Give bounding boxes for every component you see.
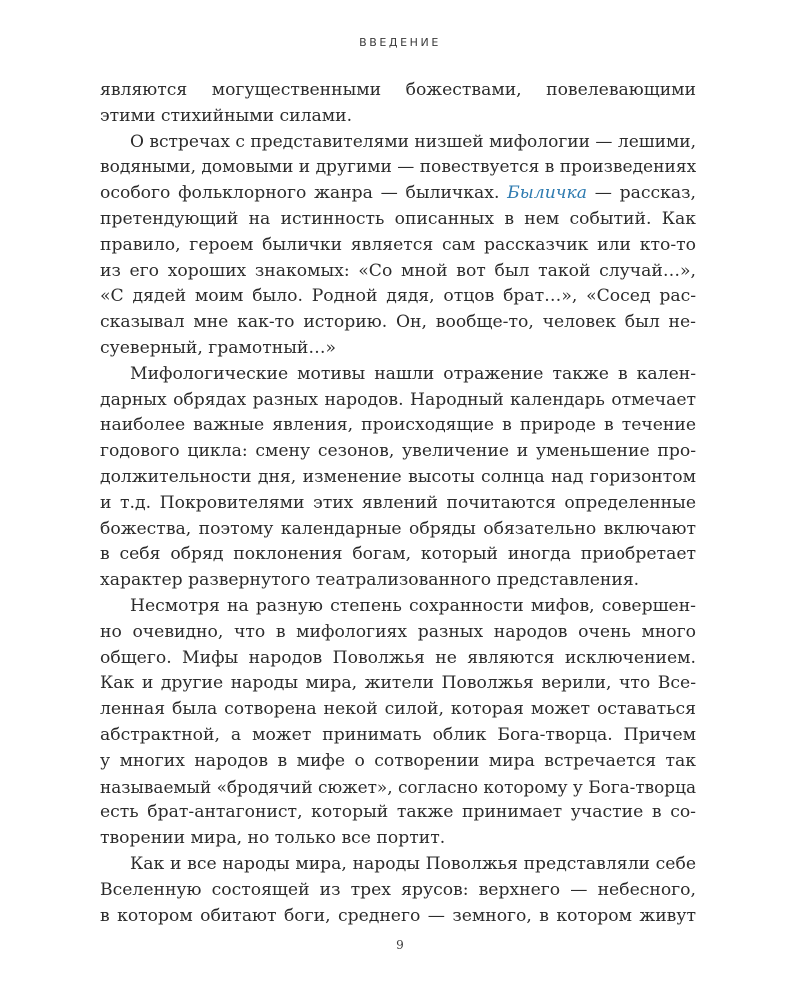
text-line: у многих народов в мифе о сотворении мира встречается так	[100, 750, 696, 771]
text-line: О встречах с представителями низшей мифологии — лешими,	[130, 131, 696, 152]
text-line: Как и все народы мира, народы Поволжья представляли себе	[130, 853, 696, 874]
body-text	[100, 78, 696, 929]
text-line: божества, поэтому календарные обряды обязательно включают	[100, 518, 696, 539]
text-line: наиболее важные явления, происходящие в природе в течение	[100, 415, 696, 436]
text-line: претендующий на истинность описанных в нем событий. Как	[100, 208, 696, 229]
text-line: являются могущественными божествами, повелевающими	[100, 80, 696, 100]
text-line: Вселенную состоящей из трех ярусов: верхнего — небесного,	[100, 879, 696, 900]
text-line: творении мира, но только все портит.	[100, 828, 446, 849]
text-line: Как и другие народы мира, жители Поволжья верили, что Все-	[100, 673, 696, 694]
text-line: но очевидно, что в мифологиях разных народов очень много	[100, 621, 696, 642]
text-line: и т.д. Покровителями этих явлений почитаются определенные	[100, 492, 696, 513]
text-line: должительности дня, изменение высоты солнца над горизонтом	[100, 466, 696, 487]
text-line: правило, героем былички является сам рассказчик или кто-то	[100, 234, 696, 255]
text-line: в себя обряд поклонения богам, который иногда приобретает	[100, 544, 696, 565]
text-line: «С дядей моим было. Родной дядя, отцов брат…», «Сосед рас-	[100, 286, 696, 307]
text-line: Мифологические мотивы нашли отражение также в кален-	[130, 363, 696, 384]
text-line	[100, 181, 696, 207]
text-line: годового цикла: смену сезонов, увеличение и уменьшение про-	[100, 441, 696, 462]
text-run: особого фольклорного жанра — быличках.	[100, 183, 508, 204]
text-line: общего. Мифы народов Поволжья не являются исключением.	[100, 647, 696, 668]
text-line: из его хороших знакомых: «Со мной вот был такой случай…»,	[100, 260, 696, 281]
text-line: в котором обитают боги, среднего — земного, в котором живут	[100, 905, 696, 926]
text-line: называемый «бродячий сюжет», согласно которому у Бога-творца	[100, 776, 696, 797]
text-line: этими стихийными силами.	[100, 105, 353, 126]
text-line: Несмотря на разную степень сохранности мифов, совершен-	[130, 595, 696, 616]
running-head: ВВЕДЕНИЕ	[359, 36, 441, 49]
text-line: ленная была сотворена некой силой, которая может оставаться	[100, 699, 696, 720]
text-line: абстрактной, а может принимать облик Бога-творца. Причем	[100, 724, 696, 745]
text-line: водяными, домовыми и другими — повествуется в произведениях	[100, 157, 696, 178]
page-number: 9	[396, 938, 404, 952]
text-line: характер развернутого театрализованного представления.	[100, 570, 640, 591]
text-run: — рассказ,	[587, 183, 696, 204]
text-line: суеверный, грамотный…»	[100, 337, 337, 358]
highlighted-term: Быличка	[507, 183, 588, 204]
text-line: сказывал мне как-то историю. Он, вообще-то, человек был не-	[100, 312, 696, 333]
text-line: есть брат-антагонист, который также принимает участие в со-	[100, 802, 696, 823]
text-line: дарных обрядах разных народов. Народный календарь отмечает	[100, 389, 696, 410]
